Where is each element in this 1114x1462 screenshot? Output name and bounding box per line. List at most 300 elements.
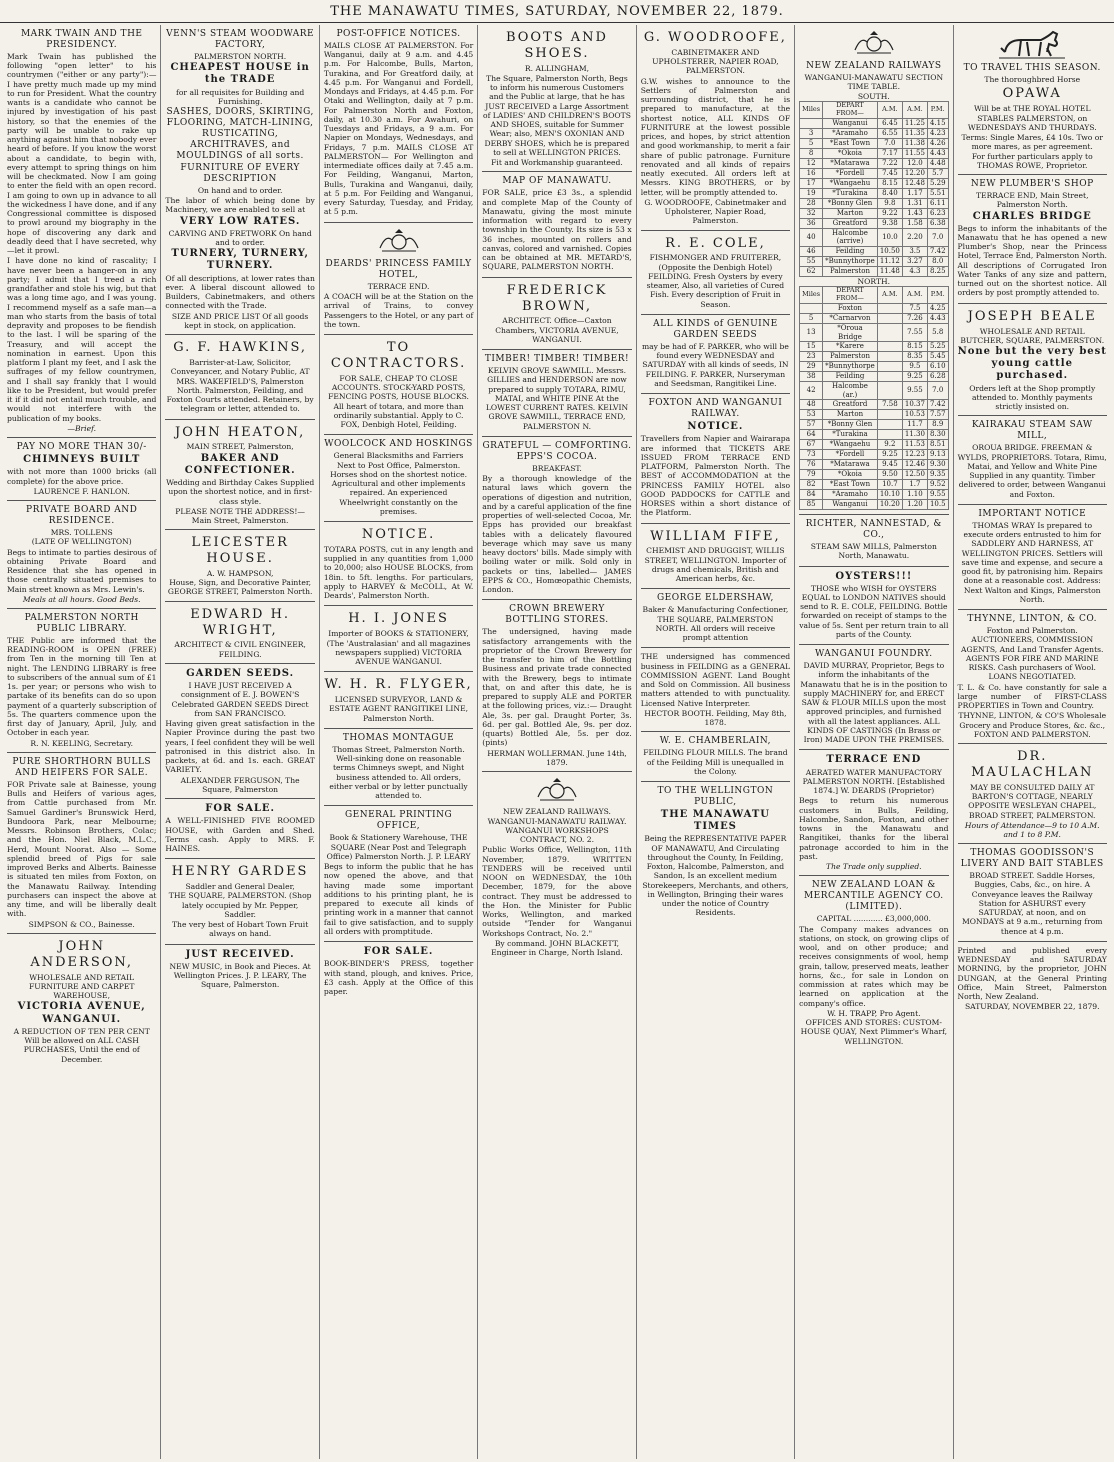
ad-body: FOR SALE, price £3 3s., a splendid and complete Map of the County of Manawatu, giving the most minute information with regard to every township in the County. Its size is 53 x 36 inches, mounted on rollers and canvas, colored and varnished. Copies can be obtained at MR. METARD'S, SQUARE, PALMERSTON NORTH. <box>482 188 632 272</box>
horse-icon <box>997 28 1067 60</box>
ad-title: FOR SALE. <box>363 946 434 958</box>
timetable-cell <box>800 303 823 313</box>
article-body: Mark Twain has published the following "open letter" to his countrymen ("either or any party"):— I have pretty much made up my mind to run for President. What the country wants is a candidate who cannot be injured by investigation of his past history, so that the enemies of the party will be unable to rake up anything against him that nobody ever heard of before. If you know the worst about a candidate, to begin with, every attempt to spring things on him will be checkmated. Now I am going to enter the field with an open record. I am going to own up in advance to all the wickedness I have done, and if any Congressional committee is disposed to prowl around my biography in the hope of discovering any dark and deadly deed that I have secreted, why—let it prowl. <box>7 51 157 256</box>
timetable-row <box>800 138 948 148</box>
timetable-cell: 48 <box>800 400 823 410</box>
ad-body: Book & Stationery Warehouse, THE SQUARE (Near Post and Telegraph Office) Palmerston North. J. P. LEARY <box>326 833 471 861</box>
timetable-cell: 7.17 <box>877 148 902 158</box>
timetable-cell: 10.20 <box>877 500 902 510</box>
ad-low-rates: VERY LOW RATES. <box>179 215 301 227</box>
ad-title: GARDEN SEEDS. <box>186 667 295 679</box>
ad-body: THE undersigned has commenced business in FEILDING as a GENERAL COMMISSION AGENT. Land Bought and Sold on Commission. All business matters attended to with punctuality. Licensed Native Interpreter. <box>640 652 791 708</box>
timetable-row <box>800 362 948 372</box>
ad-name: CHARLES BRIDGE <box>972 210 1092 222</box>
ad-body: THOMAS WRAY Is prepared to execute orders entrusted to him for SADDLERY AND HARNESS, AT WELLINGTON PRICES. Settlers will save time and expense, and secure a good fit, by patronising him. Repairs done at a reasonable cost. Address: Next Walton and Kings, Palmerston North. <box>961 520 1103 604</box>
timetable-cell: Marton <box>823 410 878 420</box>
timetable-cell: 7.5 <box>902 303 927 313</box>
timetable-cell: 9.35 <box>927 470 948 480</box>
timetable-cell: *Turakina <box>823 430 878 440</box>
ad-footer: Meals at all hours. Good Beds. <box>22 594 141 604</box>
timetable-cell: 32 <box>800 208 823 218</box>
timetable-cell: 12.46 <box>902 460 927 470</box>
timetable-cell: 7.22 <box>877 158 902 168</box>
timetable-cell: 53 <box>800 410 823 420</box>
ad-signature: HERMAN WOLLERMAN. June 14th, 1879. <box>487 748 627 767</box>
timetable-cell: *Bunnythorpe <box>823 256 878 266</box>
timetable-cell <box>877 303 902 313</box>
ad-address: THE SQUARE, PALMERSTON. (Shop lately occupied by Mr. Pepper, Saddler. <box>168 891 312 919</box>
ad-body: The labor of which being done by Machinery, we are enabled to sell at <box>165 196 315 215</box>
timetable-row <box>800 342 948 352</box>
ad-title: LEICESTER HOUSE. <box>191 535 289 567</box>
timetable-cell: 8.9 <box>927 420 948 430</box>
timetable-cell: *Okoia <box>823 470 878 480</box>
ad-title: GEORGE ELDERSHAW, <box>656 593 774 604</box>
ad-post-office <box>324 25 473 223</box>
ad-john-anderson <box>7 934 156 1069</box>
ad-william-fife <box>641 524 790 590</box>
timetable-south-label: SOUTH. <box>857 91 890 101</box>
timetable-row <box>800 450 948 460</box>
timetable-cell: 7.0 <box>877 138 902 148</box>
timetable-cell: 8.15 <box>902 342 927 352</box>
ad-general-printing <box>324 806 473 942</box>
timetable-cell: 8.30 <box>927 430 948 440</box>
ad-title: TIMBER! TIMBER! TIMBER! <box>484 354 630 365</box>
ad-nz-railways-tender <box>482 772 631 961</box>
timetable-cell: Halcombe (arrive) <box>823 228 878 246</box>
timetable-cell <box>877 352 902 362</box>
ad-headline: CHEAPEST HOUSE in the TRADE <box>170 62 310 86</box>
ad-address: VICTORIA AVENUE, WANGANUI. <box>17 1001 146 1025</box>
timetable-row <box>800 382 948 400</box>
timetable-cell <box>877 430 902 440</box>
timetable-cell: 8 <box>800 148 823 158</box>
ad-leicester-house <box>165 530 314 601</box>
ad-body: FEILDING FLOUR MILLS. The brand of the Feilding Mill is unequalled in the Colony. <box>643 748 788 776</box>
timetable-cell: 23 <box>800 352 823 362</box>
timetable-cell: Greatford <box>823 400 878 410</box>
ad-trade: BAKER AND CONFECTIONER. <box>184 452 296 476</box>
timetable-cell: 62 <box>800 266 823 276</box>
ad-body: Thomas Street, Palmerston North. Well-sinking done on reasonable terms Chimneys swept, and Night business attended to. All orders, either verbal or by letter punctually attended to. <box>329 744 468 801</box>
timetable-cell: *Aramaho <box>823 128 878 138</box>
ad-body: may be had of F. PARKER, who will be found every WEDNESDAY and SATURDAY with all kinds of seeds, IN FEILDING. F. PARKER, Nurseryman and Seedsman, Rangitikei Line. <box>641 341 789 388</box>
ad-title: KAIRAKAU STEAM SAW MILL, <box>971 420 1093 442</box>
timetable-row <box>800 168 948 178</box>
timetable-cell: 67 <box>800 440 823 450</box>
timetable-cell <box>877 410 902 420</box>
timetable-cell: Palmerston <box>823 352 878 362</box>
ad-body: BROAD STREET. Saddle Horses, Buggies, Cabs, &c., on hire. A Conveyance leaves the Railway Station for ASHURST every SATURDAY, at noon, and on MONDAYS at 9 a.m., returning from thence at 4 p.m. <box>961 871 1103 936</box>
timetable-cell <box>877 382 902 400</box>
timetable-cell: 5 <box>800 138 823 148</box>
timetable-cell: 64 <box>800 430 823 440</box>
column-1 <box>3 25 161 1459</box>
ad-note: On hand and to order. <box>197 185 283 195</box>
timetable-cell: 8.51 <box>927 440 948 450</box>
ad-title: OYSTERS!!! <box>835 570 913 582</box>
timetable-cell: 1.31 <box>902 198 927 208</box>
timetable-cell: 82 <box>800 480 823 490</box>
timetable-cell: 9.5 <box>902 362 927 372</box>
ad-turnery: TURNERY, TURNERY, TURNERY. <box>171 248 309 272</box>
timetable-row <box>800 228 948 246</box>
timetable-row <box>800 198 948 208</box>
column-5 <box>637 25 795 1459</box>
timetable-cell: 5.7 <box>927 168 948 178</box>
ad-body: Begs to intimate to parties desirous of obtaining Private Board and Residence that she has opened in those centrally situated premises to Main street known as Mrs. Lewin's. <box>7 547 157 594</box>
ad-title: TO CONTRACTORS. <box>330 340 467 372</box>
ad-signature: G. WOODROOFE, Cabinetmaker and Upholsterer, Napier Road, Palmerston. <box>644 197 787 226</box>
timetable-cell: 2.20 <box>902 228 927 246</box>
ad-body: Public Works Office, Wellington, 11th November, 1879. WRITTEN TENDERS will be received until NOON on WEDNESDAY, the 10th December, 1879, for the above contract. They must be addressed to the Hon. the Minister for Public Works, Wellington, and marked outside "Tender for Wanganui Workshops Contract, No. 2." <box>482 845 632 938</box>
ad-body: The Square, Palmerston North, Begs to inform his numerous Customers and the Public at large, that he has JUST RECEIVED a Large Assortment of LADIES' AND CHILDREN'S BOOTS AND SHOES, suitable for Summer Wear; also, MEN'S OXONIAN AND DERBY SHOES, which he is prepared to sell at WELLINGTON PRICES. <box>483 73 631 157</box>
timetable-cell: 11.30 <box>902 430 927 440</box>
ad-hours: Hours of Attendance—9 to 10 A.M. and 1 to 8 P.M. <box>964 820 1100 839</box>
ad-body: KELVIN GROVE SAWMILL. Messrs. GILLIES and HENDERSON are now prepared to supply TOTARA, RIMU, MATAI, and WHITE PINE At the LOWEST CURRENT RATES. KELVIN GROVE SAWMILL, TERRACE END, PALMERSTON N. <box>485 366 629 431</box>
ad-footer: The Trade only supplied. <box>826 862 922 872</box>
timetable-north-label: NORTH. <box>857 276 891 286</box>
ad-thomas-montague <box>324 729 473 806</box>
timetable-cell: 7.0 <box>927 382 948 400</box>
timetable-row <box>800 430 948 440</box>
timetable-row <box>800 410 948 420</box>
ad-title: FOXTON AND WANGANUI RAILWAY. <box>648 398 783 420</box>
timetable-cell: 8.35 <box>902 352 927 362</box>
ad-subtitle: BREAKFAST. <box>532 463 582 473</box>
timetable-cell: 42 <box>800 382 823 400</box>
timetable-cell: 7.42 <box>927 400 948 410</box>
royal-crest-icon <box>851 30 897 56</box>
ad-epps-cocoa <box>482 437 631 600</box>
timetable-cell: 19 <box>800 188 823 198</box>
ad-body-2: Begs to inform the public that he has now opened the above, and that having made some important additions to his printing plant, he is prepared to execute all kinds of printing work in a manner that cannot fail to give satisfaction, and to supply all orders with promptitude. <box>323 862 474 936</box>
ad-opawa-horse <box>958 25 1107 175</box>
ad-title: BOOTS AND SHOES. <box>505 30 608 61</box>
timetable-row <box>800 128 948 138</box>
ad-title: NEW ZEALAND LOAN & MERCANTILE AGENCY CO. (LIMITED). <box>803 880 944 913</box>
timetable-cell: Greatford <box>823 218 878 228</box>
timetable-cell: *Okoia <box>823 148 878 158</box>
timetable-row <box>800 188 948 198</box>
timetable-row <box>800 208 948 218</box>
timetable-cell: 17 <box>800 178 823 188</box>
ad-kairakau-mill <box>958 416 1107 504</box>
ad-body: STEAM SAW MILLS, Palmerston North, Manawatu. <box>810 542 937 561</box>
timetable-cell: 11.48 <box>877 266 902 276</box>
ad-george-eldershaw <box>641 589 790 648</box>
ad-title: PRIVATE BOARD AND RESIDENCE. <box>26 505 138 527</box>
timetable-cell: 12.0 <box>902 158 927 168</box>
timetable-cell: *Oroua Bridge <box>823 323 878 341</box>
ad-body-2: Having given great satisfaction in the Napier Province during the past two years, I feel confident they will be well patronised in this district also. In packets, at 6d. and 1s. each. GREAT VARIETY. <box>165 719 315 775</box>
ad-place: PALMERSTON NORTH. <box>194 51 287 61</box>
timetable-cell: 10.50 <box>877 246 902 256</box>
timetable-cell: 16 <box>800 168 823 178</box>
ad-woolcock-hoskings <box>324 435 473 522</box>
ad-bookbinder-press <box>324 942 473 1001</box>
ad-subtitle: WANGANUI-MANAWATU SECTION TIME TABLE. <box>804 73 944 92</box>
timetable-cell: Palmerston <box>823 266 878 276</box>
timetable-cell: 9.55 <box>927 490 948 500</box>
timetable-header-cell: Miles <box>800 287 823 304</box>
timetable-cell: 4.48 <box>927 158 948 168</box>
timetable-cell: Wanganui <box>823 118 878 128</box>
timetable-cell <box>877 362 902 372</box>
ad-body: DAVID MURRAY, Proprietor, Begs to inform the inhabitants of the Manawatu that he is in the position to supply MACHINERY for, and ERECT SAW & FLOUR MILLS upon the most approved principles, and furnished with all the latest appliances. ALL KINDS OF CASTINGS (In Brass or Iron) MADE UPON THE PREMISES. <box>800 661 948 745</box>
ad-john-heaton <box>165 420 314 531</box>
ad-garden-seeds <box>165 664 314 799</box>
timetable-cell: Marton <box>823 208 878 218</box>
timetable-cell: 4.43 <box>927 148 948 158</box>
timetable-cell: 5.25 <box>927 342 948 352</box>
ad-subtitle: for all requisites for Building and Furnishing. <box>176 87 305 106</box>
ad-signature: R. N. KEELING, Secretary. <box>30 738 133 748</box>
ad-chamberlain <box>641 732 790 782</box>
ad-subtitle: (LATE OF WELLINGTON) <box>31 537 132 547</box>
timetable-cell: 85 <box>800 500 823 510</box>
timetable-cell: 8.25 <box>927 266 948 276</box>
ad-body: A COACH will be at the Station on the arrival of Trains, to convey Passengers to the Hotel, or any part of the town. <box>323 292 474 329</box>
ad-highlight: None but the very best young cattle purchased. <box>957 346 1107 382</box>
ad-body: TOTARA POSTS, cut in any length and supplied in any quantities from 1,000 to 20,000; also HOUSE BLOCKS, from 18in. to 5ft. lengths. For particulars, apply to HARVEY & McCOLL, At W. Deards', Palmerston North. <box>323 544 474 601</box>
timetable-cell: 5 <box>800 313 823 323</box>
timetable-cell: 8.15 <box>877 178 902 188</box>
timetable-cell: *Bunnythorpe <box>823 362 878 372</box>
timetable-cell: 8.40 <box>877 188 902 198</box>
timetable-cell: 4.15 <box>927 118 948 128</box>
timetable-cell: 84 <box>800 490 823 500</box>
timetable-cell: 28 <box>800 198 823 208</box>
timetable-cell: Halcombe (ar.) <box>823 382 878 400</box>
ad-title: THOMAS GOODISSON'S LIVERY AND BAIT STABLES <box>960 848 1104 870</box>
timetable-row <box>800 178 948 188</box>
ad-name: MRS. TOLLENS <box>50 528 113 538</box>
ad-body: Begs to return his numerous customers in Bulls, Feilding, Halcombe, Sandon, Foxton, and other towns in the Manawatu and Rangitikei, thanks for the liberal patronage accorded to him in the past. <box>799 796 949 861</box>
timetable-cell: 3 <box>800 128 823 138</box>
ad-body-2: Of all descriptions, at lower rates than ever. A liberal discount allowed to Builders, Cabinetmakers, and others connected with the Trade. <box>165 273 315 311</box>
timetable-cell: 12.48 <box>902 178 927 188</box>
timetable-cell: 12 <box>800 158 823 168</box>
ad-hawkins <box>165 335 314 419</box>
ad-public-library <box>7 609 156 753</box>
imprint <box>958 942 1107 1016</box>
ad-title: PALMERSTON NORTH PUBLIC LIBRARY. <box>24 613 139 634</box>
timetable-cell: 12.20 <box>902 168 927 178</box>
timetable-row <box>800 158 948 168</box>
timetable-cell: 57 <box>800 420 823 430</box>
ad-signature: For further particulars apply to THOMAS ROWE, Proprietor. <box>971 151 1093 170</box>
ad-address: GEORGE STREET, Palmerston North. <box>167 587 313 597</box>
ad-deards-hotel <box>324 223 473 335</box>
ad-title: JOHN ANDERSON, <box>30 938 134 970</box>
column-3 <box>320 25 478 1459</box>
ad-address: MAIN STREET, Palmerston, <box>186 442 294 452</box>
ad-title: TO TRAVEL THIS SEASON. <box>963 63 1101 74</box>
ad-paper-name: THE MANAWATU TIMES <box>660 809 770 833</box>
ad-subtitle: The thoroughbred Horse <box>984 75 1081 85</box>
ad-venns-woodware <box>165 25 314 335</box>
ad-body: Foxton and Palmerston. AUCTIONEERS, COMMISSION AGENTS, And Land Transfer Agents. AGENTS FOR FIRE AND MARINE RISKS. Cash purchasers of Wool. LOANS NEGOTIATED. <box>961 626 1104 682</box>
timetable-cell: 12.50 <box>902 470 927 480</box>
timetable-cell: 7.0 <box>927 228 948 246</box>
ad-woodroofe <box>641 25 790 231</box>
ad-body: By a thorough knowledge of the natural laws which govern the operations of digestion and nutrition, and by a careful application of the fine properties of well-selected Cocoa, Mr. Epps has provided our breakfast tables with a delicately flavoured beverage which may save us many heavy doctors' bills. Made simply with boiling water or milk. Sold only in packets or tins, labelled— JAMES EPPS & CO., Homœopathic Chemists, London. <box>482 474 632 595</box>
ad-notice-totara <box>324 522 473 606</box>
ad-body: THOSE who WISH for OYSTERS EQUAL to LONDON NATIVES should send to R. E. COLE, FEILDING. Bottle forwarded on receipt of stamps to the value of 5s. Sent per return train to all parts of the County. <box>799 583 949 639</box>
timetable-cell: 38 <box>800 372 823 382</box>
timetable-cell: 7.58 <box>877 400 902 410</box>
timetable-cell: *Bonny Glen <box>823 198 878 208</box>
timetable-row <box>800 372 948 382</box>
ad-richter <box>799 515 948 566</box>
ad-body: WHOLESALE AND RETAIL BUTCHER, SQUARE, PALMERSTON. <box>960 326 1105 345</box>
timetable-cell: *Karere <box>823 342 878 352</box>
ad-signature: ALEXANDER FERGUSON, The Square, Palmerston <box>180 775 300 794</box>
ad-signature: LAURENCE F. HANLON. <box>33 486 130 496</box>
ad-wellington-public <box>641 782 790 923</box>
ad-title: JOSEPH BEALE <box>967 308 1097 324</box>
article-signature: —Brief. <box>67 423 97 433</box>
column-2 <box>161 25 319 1459</box>
ad-wanganui-foundry <box>799 645 948 750</box>
timetable-row <box>800 218 948 228</box>
timetable-cell <box>877 342 902 352</box>
timetable-cell: 3.27 <box>902 256 927 266</box>
timetable-header-cell: DEPART FROM— <box>823 101 878 118</box>
ad-important-notice <box>958 505 1107 610</box>
timetable-cell: *Matarawa <box>823 460 878 470</box>
ad-title: WILLIAM FIFE, <box>650 528 781 544</box>
ad-boots-shoes <box>482 25 631 172</box>
ad-body: CHEMIST AND DRUGGIST, WILLIS STREET, WELLINGTON. Importer of drugs and chemicals, British and American herbs, &c. <box>644 546 787 584</box>
timetable-cell: *Aramaho <box>823 490 878 500</box>
timetable-cell: 10.5 <box>927 500 948 510</box>
ad-title: PAY NO MORE THAN 30/- <box>16 442 147 453</box>
ad-trade: Saddler and General Dealer, <box>185 882 295 892</box>
timetable-cell: 1.58 <box>902 218 927 228</box>
ad-body: FOR Private sale at Bainesse, young Bulls and Heifers of various ages, from Cattle purchased from Mr. Samuel Gardiner's Brunswick Herd, Bundoora Park, near Melbourne; Messrs. Robinson Brothers, Colac; and the Hon. Niel Black, M.L.C., Herd, Mount Noorat. Also — Some splendid breed of Pigs for sale improved Berks and Alberts. Bainesse is situated ten miles from Foxton, on the Manawatu Railway. Intending purchasers can inspect the above at any time, and will be liberally dealt with. <box>7 779 157 919</box>
ad-terms: Terms: Single Mares, £4 10s. Two or more mares, as per agreement. <box>961 133 1103 152</box>
column-4 <box>478 25 636 1459</box>
timetable-cell: 5.29 <box>927 178 948 188</box>
timetable-row <box>800 470 948 480</box>
timetable-row <box>800 266 948 276</box>
ad-body: A WELL-FINISHED FIVE ROOMED HOUSE, with Garden and Shed. Terms cash. Apply to MRS. F. HAINES. <box>165 816 315 854</box>
timetable-cell: 7.55 <box>902 323 927 341</box>
timetable-cell: *Matarawa <box>823 158 878 168</box>
timetable-cell: 8.0 <box>927 256 948 266</box>
ad-henry-gardes <box>165 859 314 944</box>
ad-title: JOHN HEATON, <box>175 424 306 440</box>
ad-footer: Orders left at the Shop promptly attended to. Monthly payments strictly insisted on. <box>969 383 1096 412</box>
timetable-header-cell: P.M. <box>927 287 948 304</box>
ad-footer: Fit and Workmanship guaranteed. <box>491 158 623 168</box>
ad-furniture: FURNITURE OF EVERY DESCRIPTION <box>180 162 300 184</box>
timetable-cell: 9.52 <box>927 480 948 490</box>
timetable-cell: Feilding <box>823 246 878 256</box>
royal-crest-icon <box>376 228 422 254</box>
ad-railway-timetable <box>799 25 948 515</box>
ad-price-list: SIZE AND PRICE LIST Of all goods kept in stock, on application. <box>171 311 309 330</box>
timetable-header-cell: A.M. <box>877 101 902 118</box>
timetable-cell: 4.23 <box>927 128 948 138</box>
imprint-date: SATURDAY, NOVEMBER 22, 1879. <box>964 1002 1100 1012</box>
timetable-row <box>800 148 948 158</box>
timetable-cell: 40 <box>800 228 823 246</box>
timetable-header-cell: A.M. <box>902 101 927 118</box>
timetable-row <box>800 118 948 128</box>
timetable-cell: 13 <box>800 323 823 341</box>
timetable-row <box>800 490 948 500</box>
timetable-row <box>800 500 948 510</box>
ad-subtitle: NOTICE. <box>687 421 744 433</box>
ad-title: FREDERICK BROWN, <box>506 282 608 314</box>
ad-body: LICENSED SURVEYOR, LAND & ESTATE AGENT RANGITIKEI LINE, Palmerston North. <box>329 695 469 723</box>
ad-signature: HECTOR BOOTH. Feilding, May 8th, 1878. <box>644 708 787 728</box>
ad-title: EDWARD H. WRIGHT, <box>190 606 291 638</box>
ad-title: H. I. JONES <box>348 611 449 627</box>
timetable-row <box>800 420 948 430</box>
ad-body: General Blacksmiths and Farriers Next to Post Office, Palmerston. Horses shod on the shortest notice. Agricultural and other implements repaired. An experienced Wheelwright constantly on the premises. <box>330 451 467 516</box>
ad-trade: House, Sign, and Decorative Painter, <box>169 578 312 588</box>
ad-subtitle: TERRACE END, Main Street, Palmerston North. <box>975 191 1089 210</box>
ad-shorthorn-bulls <box>7 753 156 934</box>
timetable-cell: 3.5 <box>902 246 927 256</box>
timetable-cell: 4.26 <box>927 138 948 148</box>
ad-body: Being the REPRESENTATIVE PAPER OF MANAWATU, And Circulating throughout the County, In Feilding, Foxton, Halcombe, Palmerston, and Sandon, Is an excellent medium Storekeepers, Merchants, and others, in Wellington, Bringing their wares under the notice of Country Residents. <box>642 834 789 918</box>
ad-body: THE Public are informed that the READING-ROOM is OPEN (FREE) from Ten in the morning till Ten at night. The LENDING LIBRARY is free to subscribers of the annual sum of £1 1s. per year; or persons who wish to partake of its benefits can do so upon payment of a quarterly subscription of 5s. The quarters commence upon the first day of January, April, July, and October in each year. <box>7 635 157 738</box>
ad-body: MAY BE CONSULTED DAILY AT BARTON'S COTTAGE, NEARLY OPPOSITE WESLEYAN CHAPEL, BROAD STREET, PALMERSTON. <box>968 782 1097 820</box>
ad-hector-booth <box>641 648 790 732</box>
timetable-cell: 9.22 <box>877 208 902 218</box>
ad-body: BOOK-BINDER'S PRESS, together with stand, plough, and knives. Price, £3 cash. Apply at the Office of this paper. <box>323 959 474 997</box>
timetable-cell: 6.45 <box>877 118 902 128</box>
ad-subtitle: AERATED WATER MANUFACTORY PALMERSTON NORTH. [Established 1874.] W. DEARDS (Proprietor) <box>802 767 945 796</box>
timetable-cell: 9.55 <box>902 382 927 400</box>
ad-title: NOTICE. <box>361 527 436 543</box>
timetable-header-cell: Miles <box>800 101 823 118</box>
timetable-row <box>800 400 948 410</box>
timetable-cell: 1.10 <box>902 490 927 500</box>
timetable-cell: 9.25 <box>902 372 927 382</box>
ad-title: HENRY GARDES <box>171 864 309 880</box>
ad-title: NEW ZEALAND RAILWAYS <box>806 61 942 72</box>
ad-chimneys <box>7 438 156 501</box>
timetable-cell: 7.26 <box>902 313 927 323</box>
article-mark-twain <box>7 25 156 438</box>
timetable-row <box>800 460 948 470</box>
timetable-cell: *Carnarvon <box>823 313 878 323</box>
timetable-cell: 6.11 <box>927 198 948 208</box>
timetable-row <box>800 313 948 323</box>
timetable-cell: Foxton <box>823 303 878 313</box>
timetable-cell: 6.10 <box>927 362 948 372</box>
ad-subtitle: WHOLESALE AND RETAIL FURNITURE AND CARPET WAREHOUSE, <box>28 972 135 1001</box>
ad-title: NEW PLUMBER'S SHOP <box>970 179 1094 190</box>
timetable-row <box>800 352 948 362</box>
column-7 <box>954 25 1111 1459</box>
timetable-cell: Feilding <box>823 372 878 382</box>
ad-foxton-railway <box>641 394 790 523</box>
timetable-row <box>800 303 948 313</box>
ad-title: GENERAL PRINTING OFFICE, <box>344 810 453 832</box>
ad-aerated-water <box>799 750 948 876</box>
ad-horse-name: OPAWA <box>1002 86 1062 102</box>
ad-garden-seeds-parker <box>641 315 790 394</box>
ad-just-received <box>165 945 314 995</box>
